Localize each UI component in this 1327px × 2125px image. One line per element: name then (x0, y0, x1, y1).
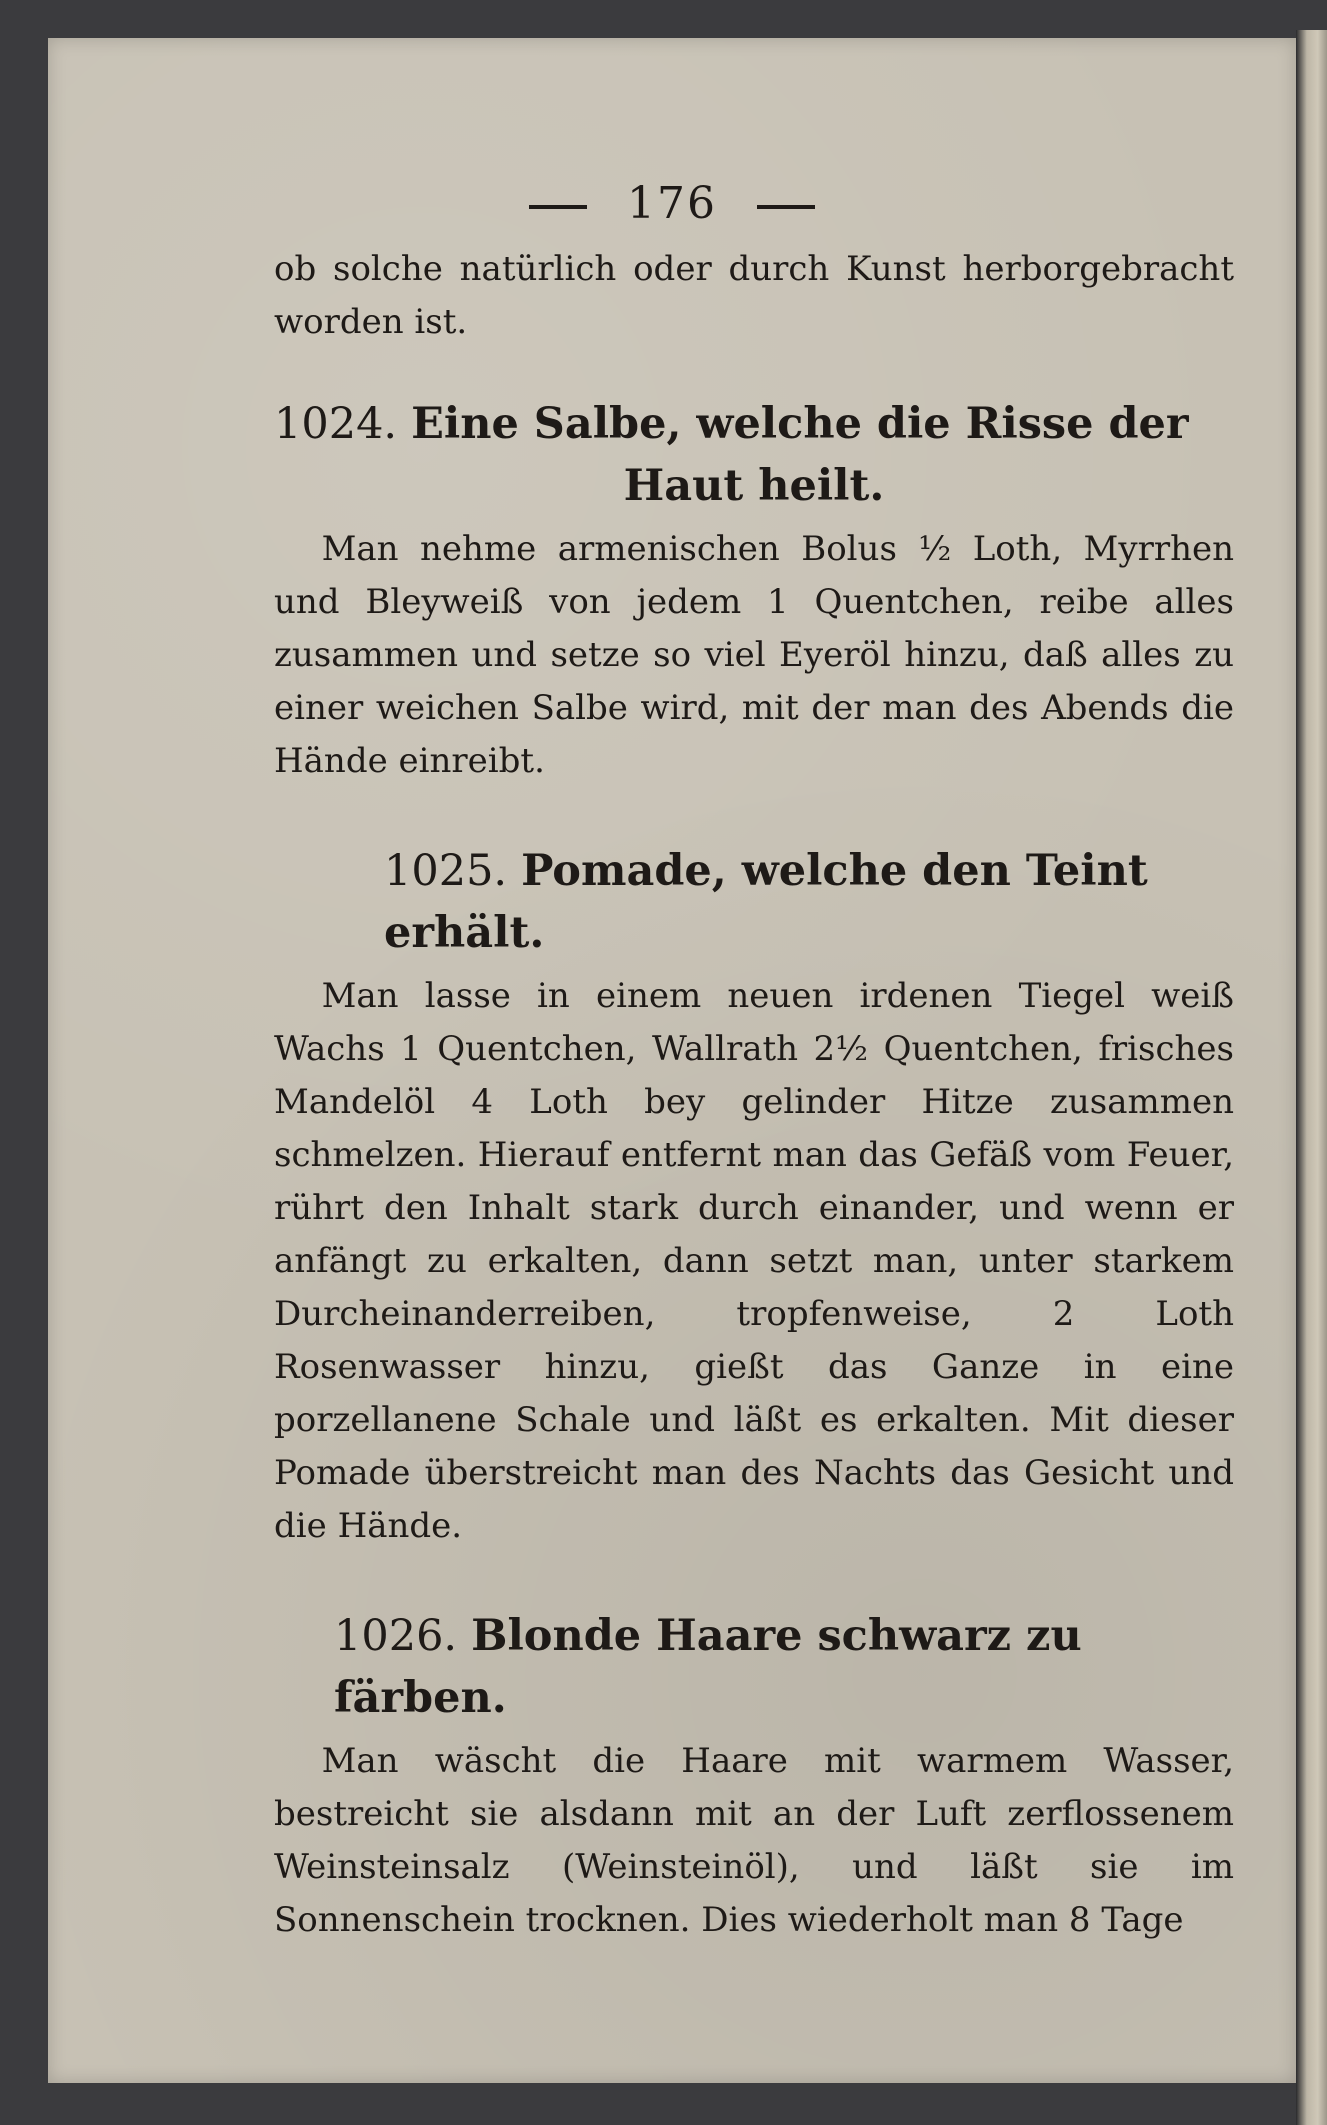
header-dash-right (757, 205, 815, 209)
section-title-cont: Haut heilt. (623, 461, 885, 511)
text-block (274, 243, 1234, 1947)
book-page (48, 38, 1296, 2083)
section-1026-body: Man wäscht die Haare mit warmem Wasser, bestreicht sie alsdann mit an der Luft zerflossenem Weinsteinsalz (Weinsteinöl), und läßt sie im Sonnenschein trocknen. Dies wiederholt man 8 Tage (274, 1741, 1234, 1940)
section-number: 1025. (384, 846, 508, 896)
adjacent-page-edge (1296, 30, 1327, 2125)
section-number: 1024. (274, 399, 398, 449)
section-1024-heading (274, 393, 1234, 455)
header-dash-left (529, 205, 587, 209)
section-1025-heading (384, 840, 1234, 964)
section-title: Eine Salbe, welche die Risse der (411, 399, 1189, 449)
continuation-paragraph: ob solche natürlich oder durch Kunst herborgebracht worden ist. (274, 249, 1234, 342)
section-title: Blonde Haare schwarz zu färben. (334, 1611, 1082, 1723)
page-header (48, 178, 1296, 229)
section-number: 1026. (334, 1611, 458, 1661)
section-1024-heading-cont (274, 455, 1234, 517)
page-number: 176 (627, 178, 717, 229)
section-1024-body: Man nehme armenischen Bolus ½ Loth, Myrrhen und Bleyweiß von jedem 1 Quentchen, reibe alles zusammen und setze so viel Eyeröl hinzu, daß alles zu einer weichen Salbe wird, mit der man des Abends die Hände einreibt. (274, 529, 1234, 781)
section-1026-heading (334, 1605, 1234, 1729)
section-1025-body: Man lasse in einem neuen irdenen Tiegel weiß Wachs 1 Quentchen, Wallrath 2½ Quentchen, frisches Mandelöl 4 Loth bey gelinder Hitze zusammen schmelzen. Hierauf entfernt man das Gefäß vom Feuer, rührt den Inhalt stark durch einander, und wenn er anfängt zu erkalten, dann setzt man, unter starkem Durcheinanderreiben, tropfenweise, 2 Loth Rosenwasser hinzu, gießt das Ganze in eine porzellanene Schale und läßt es erkalten. Mit dieser Pomade überstreicht man des Nachts das Gesicht und die Hände. (274, 976, 1234, 1546)
section-title: Pomade, welche den Teint erhält. (384, 846, 1148, 958)
